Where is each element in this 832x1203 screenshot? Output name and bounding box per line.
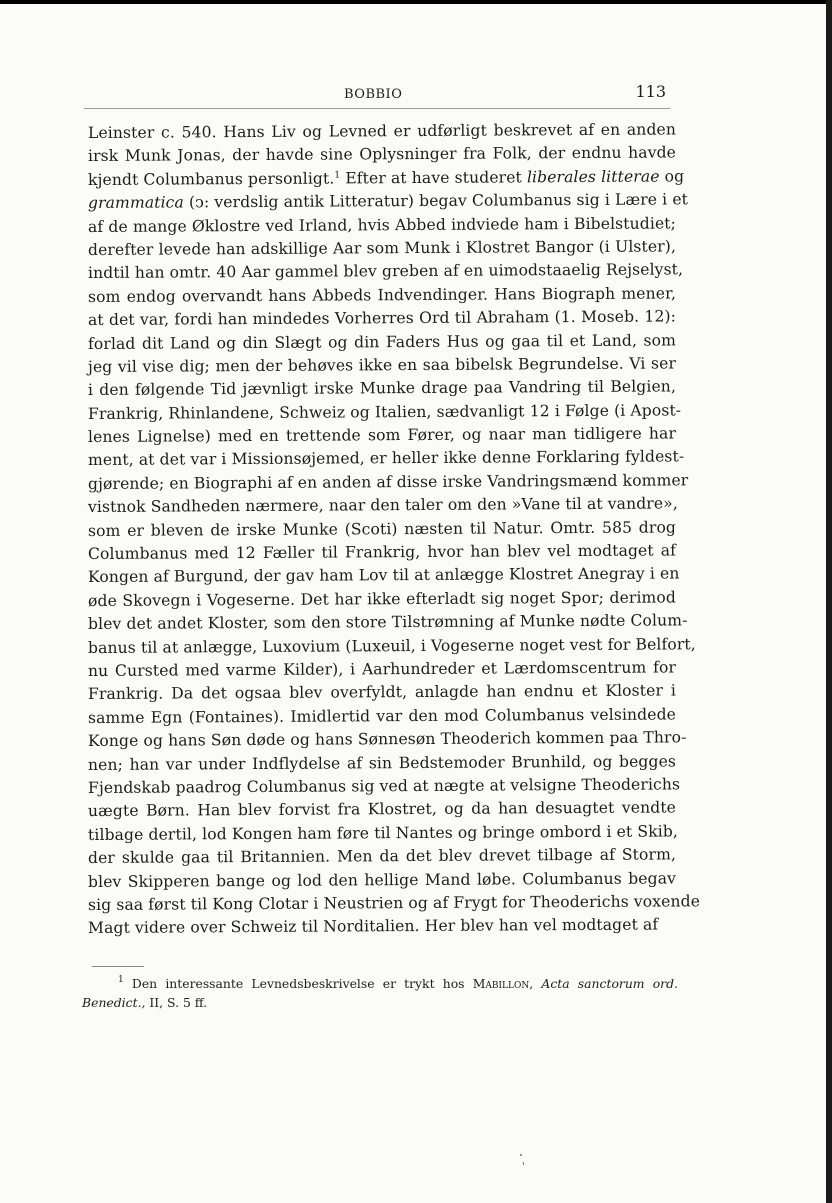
text-line: Columbanus med 12 Fæller til Frankrig, hvor han blev vel modtaget af: [87, 541, 677, 564]
text-line: Magt videre over Schweiz til Norditalien. Her blev han vel modtaget af: [87, 915, 659, 938]
text-line: blev Skipperen bange og lod den hellige Mand løbe. Columbanus begav: [87, 868, 677, 891]
running-head: BOBBIO: [344, 87, 403, 102]
text-line: der skulde gaa til Britannien. Men da det blev drevet tilbage af Storm,: [87, 845, 677, 868]
scan-edge: [826, 0, 832, 1203]
text-line: i den følgende Tid jævnligt irske Munke drage paa Vandring til Belgien,: [87, 377, 677, 400]
text-line: Konge og hans Søn døde og hans Sønnesøn Theoderich kommen paa Thro-: [87, 728, 687, 751]
text-line: indtil han omtr. 40 Aar gammel blev greben af en uimodstaaelig Rejselyst,: [87, 260, 684, 283]
book-page: [0, 4, 826, 1203]
page-number: 113: [635, 82, 666, 101]
text-line: af de mange Øklostre ved Irland, hvis Abbed indviede ham i Bibelstudiet;: [87, 213, 677, 236]
page-header: [84, 82, 670, 109]
footnote-title: Acta sanctorum ord.: [541, 976, 678, 991]
text-line: Frankrig, Rhinlandene, Schweiz og Italien, sædvanligt 12 i Følge (i Apost-: [87, 401, 682, 423]
text-line: som endog overvandt hans Abbeds Indvendinger. Hans Biograph mener,: [87, 284, 677, 306]
text-line: Frankrig. Da det ogsaa blev overfyldt, anlagde han endnu et Kloster i: [87, 681, 677, 704]
footnote-line: Benedict., II, S. 5 ff.: [82, 995, 208, 1010]
text-line: gjørende; en Biographi af en anden af disse irske Vandringsmænd kommer: [87, 471, 689, 493]
text-line: nen; han var under Indflydelse af sin Bedstemoder Brunhild, og begges: [87, 751, 677, 774]
text-line: Fjendskab paadrog Columbanus sig ved at nægte at velsigne Theoderichs: [87, 775, 681, 797]
paper-speck: [523, 1162, 524, 1165]
footnote-marker: 1: [118, 975, 124, 985]
text-line: Leinster c. 540. Hans Liv og Levned er udførligt beskrevet af en anden: [87, 120, 677, 142]
text-line: lenes Lignelse) med en trettende som Fører, og naar man tidligere har: [87, 424, 677, 447]
text-line: uægte Børn. Han blev forvist fra Klostret, og da han desuagtet vendte: [87, 798, 677, 821]
text-line: kjendt Columbanus personligt.$^1$ Efter at have studeret liberales litterae og: [87, 167, 685, 189]
footnote-line: $^1$ Den interessante Levnedsbeskrivelse er trykt hos Mabillon, Acta sanctorum ord.: [118, 975, 678, 991]
text-line: vistnok Sandheden nærmere, naar den taler om den »Vane til at vandre»,: [87, 494, 678, 517]
paper-speck: [520, 1154, 522, 1156]
text-line: nu Cursted med varme Kilder), i Aarhundreder et Lærdomscentrum for: [87, 658, 677, 680]
text-line: irsk Munk Jonas, der havde sine Oplysninger fra Folk, der endnu havde: [87, 143, 677, 166]
footnote-divider: [92, 966, 144, 967]
text-line: samme Egn (Fontaines). Imidlertid var den mod Columbanus velsindede: [87, 705, 677, 727]
footnote: [82, 974, 678, 1012]
footnote-ref: 1: [334, 170, 341, 181]
text-line: derefter levede han adskillige Aar som Munk i Klostret Bangor (i Ulster),: [87, 237, 677, 259]
text-line: øde Skovegn i Vogeserne. Det har ikke efterladt sig noget Spor; derimod: [87, 588, 677, 610]
footnote-author: Mabillon,: [472, 976, 534, 991]
text-line: blev det andet Kloster, som den store Tilstrømning af Munke nødte Colum-: [87, 611, 688, 634]
text-line: banus til at anlægge, Luxovium (Luxeuil, i Vogeserne noget vest for Belfort,: [87, 634, 696, 657]
text-line: jeg vil vise dig; men der behøves ikke en saa bibelsk Begrundelse. Vi ser: [87, 354, 677, 376]
text-line: forlad dit Land og din Slægt og din Faders Hus og gaa til et Land, som: [87, 330, 677, 353]
text-line: grammatica (ↄ: verdslig antik Litteratur) begav Columbanus sig i Lære i et: [87, 190, 689, 213]
text-line: at det var, fordi han mindedes Vorherres Ord til Abraham (1. Moseb. 12):: [87, 307, 677, 330]
text-line: Kongen af Burgund, der gav ham Lov til at anlægge Klostret Anegray i en: [87, 564, 680, 587]
text-line: som er bleven de irske Munke (Scoti) næsten til Natur. Omtr. 585 drog: [87, 518, 677, 540]
text-line: ment, at det var i Missionsøjemed, er heller ikke denne Forklaring fyldest-: [87, 447, 685, 470]
text-line: tilbage dertil, lod Kongen ham føre til Nantes og bringe ombord i et Skib,: [87, 822, 679, 844]
body-text: [87, 120, 701, 941]
text-line: sig saa først til Kong Clotar i Neustrien og af Frygt for Theoderichs voxende: [87, 892, 701, 914]
